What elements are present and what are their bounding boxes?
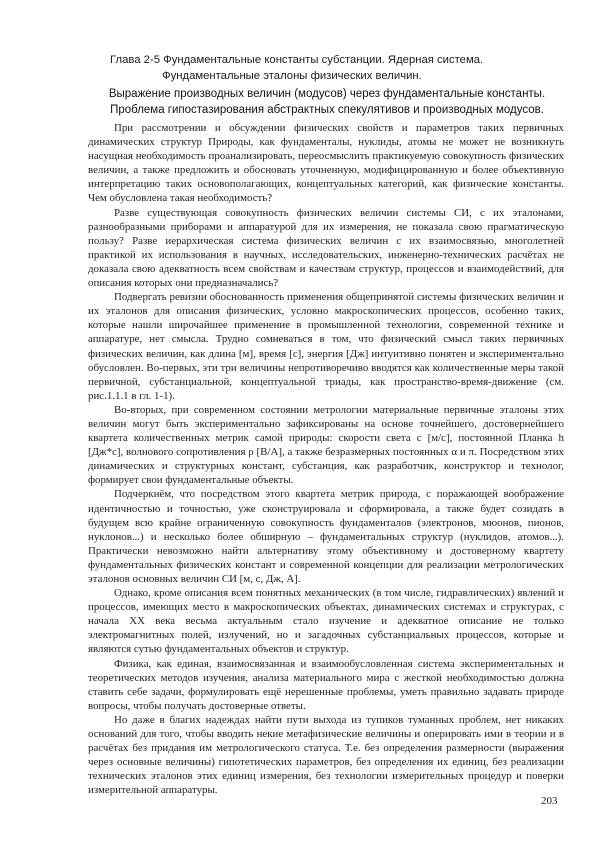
chapter-header-line-2: Фундаментальные эталоны физических величин. — [162, 70, 422, 82]
chapter-header — [110, 52, 540, 84]
chapter-header-line-1: Глава 2-5 Фундаментальные константы субстанции. Ядерная система. — [110, 54, 484, 66]
section-subtitle — [92, 87, 562, 118]
paragraph: Подчеркнём, что посредством этого квартета метрик природа, с поражающей воображение идентичностью и точностью, уже сконструировала и сформировала, а также будет созидать в будущем всю крайне ограниченную совокупность фундаменталов (электронов, мюонов, пионов, нуклонов...) и несколько более обширную – фундаментальных структур (нуклидов, атомов...). Практически невозможно найти альтернативу этому объективному и достоверному квартету фундаментальных физических констант и современной концепции для реализации метрологических эталонов основных величин СИ [м, с, Дж, А]. — [88, 488, 564, 585]
paragraph: Подвергать ревизии обоснованность применения общепринятой системы физических величин и их эталонов для описания физических, условно макроскопических процессов, особенно таких, которые нашли широчайшее применение в промышленной технологии, современной технике и аппаратуре, нет смысла. Трудно сомневаться в том, что физический смысл таких первичных физических величин, как длина [м], время [с], энергия [Дж] интуитивно понятен и экспериментально обусловлен. Во-первых, эти три величины непротиворечиво вводятся как количественные меры такой первичной, субстанциальной, концептуальной триады, как пространство-время-движение (см. рис.1.1.1 в гл. 1-1). — [88, 291, 564, 402]
section-subtitle-line-1: Выражение производных величин (модусов) через фундаментальные константы. — [108, 88, 546, 100]
paragraph: При рассмотрении и обсуждении физических свойств и параметров таких первичных динамических структур Природы, как фундаменталы, нуклиды, атомы не может не возникнуть насущная необходимость проанализировать, переосмыслить практикуемую совокупность физических величин, а также предложить и обосновать уточненную, модифицированную и более объективную интерпретацию таких основополагающих, концептуальных категорий, как физические константы. Чем обусловлена такая необходимость? — [88, 122, 564, 205]
paragraph: Но даже в благих надеждах найти пути выхода из тупиков туманных проблем, нет никаких оснований для того, чтобы вводить некие метафизические величины и оперировать ими в теории и в расчётах без придания им метрологического статуса. Т.е. без определения размерности (выражения через основные величины) гипотетических параметров, без определения их единиц, без реализации технических эталонов этих единиц измерения, без технологии измерительных процедур и поверки измерительной аппаратуры. — [88, 713, 564, 797]
body-text — [88, 121, 564, 798]
paragraph: Однако, кроме описания всем понятных механических (в том числе, гидравлических) явлений и процессов, имеющих место в макроскопических объектах, динамических системах и структурах, с начала XX века весьма актуальным стало изучение и адекватное описание не только электромагнитных полей, излучений, но и загадочных субстанциальных процессов, которые и являются сутью фундаментальных объектов и структур. — [88, 587, 564, 656]
paragraph: Физика, как единая, взаимосвязанная и взаимообусловленная система экспериментальных и теоретических методов изучения, анализа материального мира с жесткой необходимостью должна ставить себе задачи, формулировать ещё нерешенные проблемы, уметь правильно задавать природе вопросы, чтобы получать достоверные ответы. — [88, 657, 564, 712]
paragraph: Разве существующая совокупность физических величин системы СИ, с их эталонами, разнообразными приборами и аппаратурой для их измерения, не показала свою прагматическую пользу? Разве иерархическая система физических величин с их взаимосвязью, многолетней практикой их использования в научных, исследовательских, инженерно-технических расчётах не доказала свою адекватность всем свойствам и качествам структур, процессов и взаимодействий, для описания которых они предназначались? — [88, 206, 564, 290]
paragraph: Во-вторых, при современном состоянии метрологии материальные первичные эталоны этих величин могут быть экспериментально зафиксированы на основе точнейшего, достовернейшего квартета количественных метрик самой природы: скорости света c [м/с], постоянной Планка h [Дж*с], волнового сопротивления ρ [В/А], а также безразмерных постоянных α и π. Посредством этих динамических и структурных констант, субстанция, как разработчик, конструктор и технолог, формирует свои фундаментальные объекты. — [88, 403, 564, 487]
section-subtitle-line-2: Проблема гипостазирования абстрактных спекулятивов и производных модусов. — [110, 103, 544, 116]
page-number: 203 — [541, 795, 558, 807]
